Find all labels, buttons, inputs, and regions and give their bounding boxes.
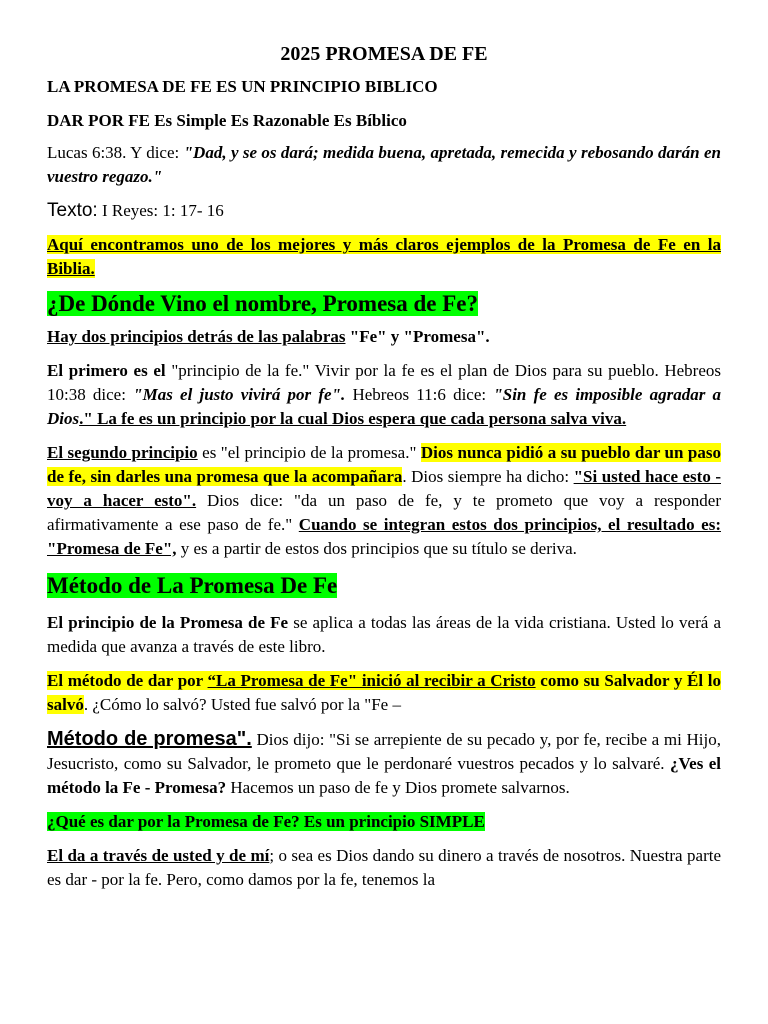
verse-quote: "Dad, y se os dará; medida buena, apretada, remecida y rebosando darán en vuestro regazo." <box>47 143 721 186</box>
primer-principio-tail: ." La fe es un principio por la cual Dios espera que cada persona salva viva. <box>79 409 627 428</box>
intro-highlight: Aquí encontramos uno de los mejores y más claros ejemplos de la Promesa de Fe en la Biblia. <box>47 235 721 278</box>
da-a-traves-lead: El da a través de usted y de mí <box>47 846 270 865</box>
metodo-dar-highlight-3: como su Salvador y Él lo salvó <box>47 671 721 714</box>
metodo-principio-paragraph <box>47 611 721 659</box>
intro-paragraph <box>47 233 721 281</box>
heading-dar-por-fe: DAR POR FE Es Simple Es Razonable Es Bíblico <box>47 111 407 130</box>
texto-line <box>47 199 721 223</box>
section-heading-que-es-dar: ¿Qué es dar por la Promesa de Fe? Es un principio SIMPLE <box>47 812 485 831</box>
metodo-dar-highlight-1: El método de dar por <box>47 671 208 690</box>
primer-principio-paragraph <box>47 359 721 431</box>
integran-principios-bold: Cuando se integran estos dos principios, el resultado es: "Promesa de Fe", <box>47 515 721 558</box>
segundo-principio-text-3: Dios dice: "da un paso de fe, y te prometo que voy a responder afirmativamente a ese paso de fe." <box>47 491 721 534</box>
metodo-promesa-text-2: Hacemos un paso de fe y Dios promete salvarnos. <box>226 778 570 797</box>
metodo-dar-paragraph <box>47 669 721 717</box>
hebreos-11-quote: "Sin fe es imposible agradar a Dios <box>47 385 722 428</box>
section1-heading-line <box>47 289 721 319</box>
ves-el-metodo-bold: ¿Ves el método la Fe - Promesa? <box>47 754 721 797</box>
section-heading-origen: ¿De Dónde Vino el nombre, Promesa de Fe? <box>47 291 479 316</box>
segundo-principio-text-4: y es a partir de estos dos principios que su título se deriva. <box>176 539 577 558</box>
texto-reference: I Reyes: 1: 17- 16 <box>97 201 224 220</box>
metodo-dar-text: . ¿Cómo lo salvó? Usted fue salvó por la "Fe – <box>83 695 401 714</box>
section3-heading-line <box>47 810 721 834</box>
document-page <box>47 40 721 892</box>
metodo-promesa-paragraph <box>47 727 721 800</box>
metodo-dar-highlight-2: “La Promesa de Fe" inició al recibir a Cristo <box>207 671 536 690</box>
section-heading-metodo: Método de La Promesa De Fe <box>47 573 338 598</box>
verse-reference: Lucas 6:38. Y dice: <box>47 143 184 162</box>
primer-principio-lead: El primero es el <box>47 361 166 380</box>
heading-principio-biblico: LA PROMESA DE FE ES UN PRINCIPIO BIBLICO <box>47 77 438 96</box>
metodo-principio-lead: El principio de la Promesa de Fe <box>47 613 289 632</box>
segundo-principio-lead: El segundo principio <box>47 443 198 462</box>
segundo-principio-text-2: . Dios siempre ha dicho: <box>402 467 574 486</box>
texto-label: Texto: <box>47 200 98 221</box>
da-a-traves-paragraph <box>47 844 721 892</box>
hebreos-10-quote: "Mas el justo vivirá por fe". <box>133 385 346 404</box>
metodo-principio-text: se aplica a todas las áreas de la vida cristiana. Usted lo verá a medida que avanza a través de este libro. <box>47 613 721 656</box>
dos-principios-line <box>47 325 721 349</box>
section2-heading-line <box>47 571 721 601</box>
verse-paragraph <box>47 141 721 189</box>
segundo-principio-text: es "el principio de la promesa." <box>197 443 421 462</box>
segundo-principio-paragraph <box>47 441 721 561</box>
da-a-traves-text: ; o sea es Dios dando su dinero a través de nosotros. Nuestra parte es dar - por la fe. Pero, como damos por la fe, tenemos la <box>47 846 722 889</box>
segundo-principio-highlight: Dios nunca pidió a su pueblo dar un paso de fe, sin darles una promesa que la acompañara <box>47 443 722 486</box>
metodo-promesa-text: Dios dijo: "Si se arrepiente de su pecado y, por fe, recibe a mi Hijo, Jesucristo, como su Salvador, le prometo que le perdonaré vuestros pecados y lo salvaré. <box>47 730 721 773</box>
primer-principio-text-2: Hebreos 11:6 dice: <box>345 385 494 404</box>
metodo-promesa-lead: Método de promesa". <box>47 728 252 750</box>
dos-principios-underlined: Hay dos principios detrás de las palabras <box>47 327 346 346</box>
dos-principios-words: "Fe" y "Promesa". <box>345 327 490 346</box>
document-title: 2025 PROMESA DE FE <box>280 43 488 65</box>
primer-principio-text: "principio de la fe." Vivir por la fe es el plan de Dios para su pueblo. Hebreos 10:38 dice: <box>47 361 722 404</box>
si-usted-quote: "Si usted hace esto - voy a hacer esto". <box>47 467 721 510</box>
